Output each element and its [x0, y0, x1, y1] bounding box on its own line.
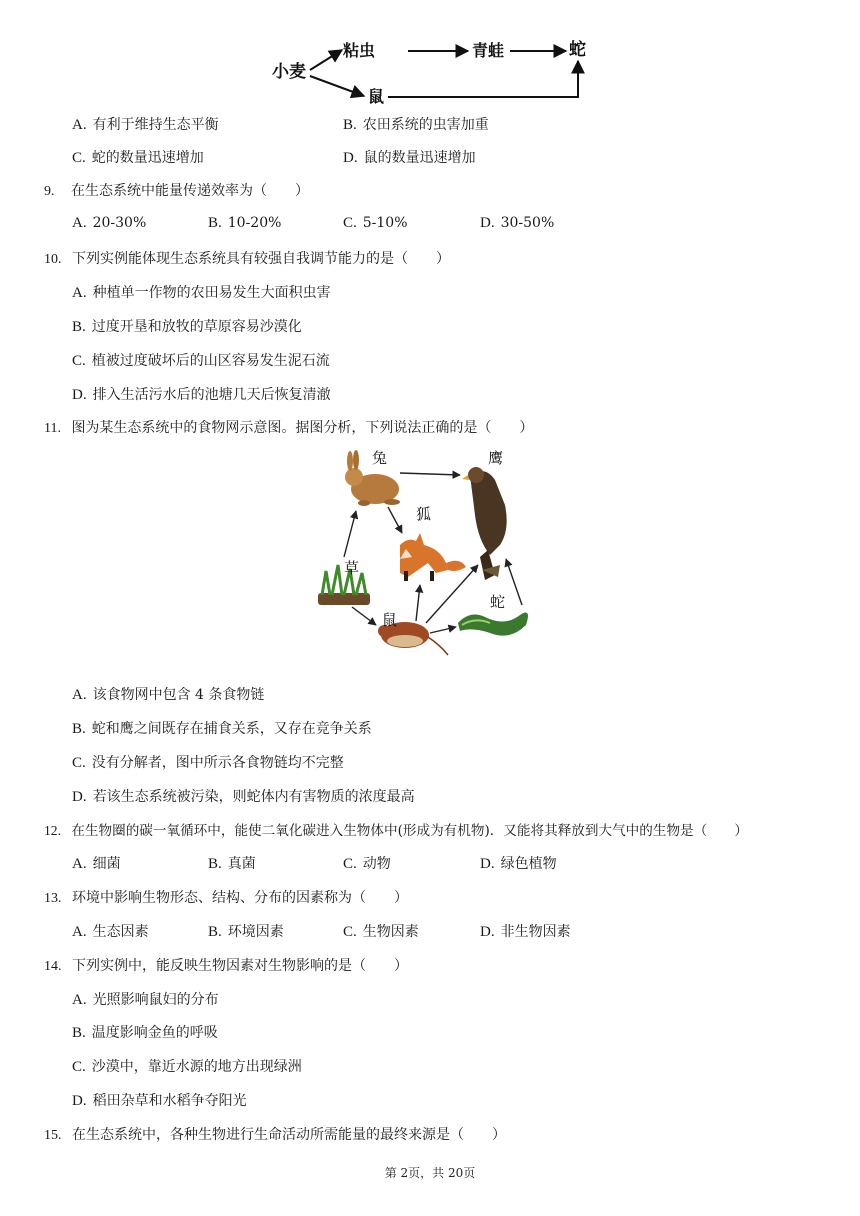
q13-option-a[interactable]: [72, 921, 149, 941]
web-label-rabbit: 兔: [372, 449, 388, 467]
q11-option-a[interactable]: [72, 684, 264, 704]
page-number: 第 2页，共 20页: [384, 1166, 476, 1180]
arrow-rabbit-eagle: [400, 473, 460, 475]
arrow-mouse-snake: [388, 61, 578, 97]
option-letter: A.: [72, 924, 87, 940]
node-wheat: 小麦: [272, 62, 306, 82]
q14-question: [44, 955, 408, 975]
q14-option-a[interactable]: [72, 989, 219, 1009]
snake-icon: [458, 613, 528, 636]
option-text: 有利于维持生态平衡: [92, 117, 219, 133]
q8-option-b[interactable]: [343, 114, 489, 134]
option-letter: A.: [72, 215, 87, 231]
q9-option-d[interactable]: [480, 215, 554, 232]
arrow-snake-eagle: [506, 559, 522, 605]
option-text: 稻田杂草和水稻争夺阳光: [92, 1093, 247, 1109]
option-text: 30-50%: [500, 215, 555, 231]
option-text: 沙漠中，靠近水源的地方出现绿洲: [91, 1059, 302, 1075]
option-letter: D.: [480, 215, 495, 231]
option-letter: B.: [72, 319, 86, 335]
option-letter: B.: [72, 721, 86, 737]
option-letter: D.: [480, 924, 495, 940]
q14-option-d[interactable]: [72, 1090, 247, 1110]
q14-option-c[interactable]: [72, 1056, 302, 1076]
question-number: 14.: [44, 959, 62, 974]
question-number: 13.: [44, 891, 62, 906]
option-text: 农田系统的虫害加重: [362, 117, 489, 133]
arrow-wheat-armyworm: [310, 50, 342, 70]
option-text: 温度影响金鱼的呼吸: [91, 1025, 218, 1041]
node-snake: 蛇: [569, 40, 586, 60]
question-text: 在生物圈的碳一氧循环中，能使二氧化碳进入生物体中(形成为有机物)．又能将其释放到大气中的生物是（ ）: [71, 823, 749, 839]
option-letter: B.: [72, 1025, 86, 1041]
q10-option-d[interactable]: [72, 384, 331, 404]
arrow-grass-mouse: [352, 607, 376, 625]
q12-option-b[interactable]: [208, 853, 256, 873]
web-label-eagle: 鹰: [488, 449, 504, 467]
q13-option-c[interactable]: [343, 921, 419, 941]
option-text: 种植单一作物的农田易发生大面积虫害: [92, 285, 331, 301]
q8-option-c[interactable]: [72, 147, 204, 167]
option-text: 20-30%: [92, 215, 147, 231]
q12-option-a[interactable]: [72, 853, 121, 873]
question-number: 10.: [44, 252, 62, 267]
option-letter: C.: [72, 1059, 86, 1075]
option-letter: B.: [208, 215, 222, 231]
food-chain-diagram: [270, 30, 600, 110]
question-number: 15.: [44, 1128, 62, 1143]
arrow-grass-rabbit: [344, 511, 356, 557]
q9-option-c[interactable]: [343, 215, 408, 232]
option-letter: D.: [72, 789, 87, 805]
q11-option-d[interactable]: [72, 786, 415, 806]
arrow-mouse-fox: [416, 585, 420, 621]
question-text: 下列实例中，能反映生物因素对生物影响的是（ ）: [71, 958, 408, 974]
option-text: 非生物因素: [500, 924, 571, 940]
option-letter: D.: [343, 150, 358, 166]
page-footer: [0, 1164, 860, 1181]
option-text: 植被过度破坏后的山区容易发生泥石流: [91, 353, 330, 369]
q9-option-b[interactable]: [208, 215, 281, 232]
q14-option-b[interactable]: [72, 1022, 218, 1042]
option-letter: C.: [343, 856, 357, 872]
option-letter: A.: [72, 992, 87, 1008]
option-letter: C.: [343, 215, 357, 231]
option-text: 真菌: [227, 856, 256, 872]
arrow-mouse-snake: [430, 627, 456, 633]
web-label-fox: 狐: [416, 505, 432, 523]
q10-option-a[interactable]: [72, 282, 331, 302]
web-label-grass: 草: [344, 559, 360, 577]
option-text: 生物因素: [362, 924, 419, 940]
option-text: 环境因素: [227, 924, 284, 940]
question-number: 11.: [44, 421, 61, 436]
q10-option-b[interactable]: [72, 316, 302, 336]
option-text: 该食物网中包含 4 条食物链: [92, 687, 265, 703]
question-text: 在生态系统中能量传递效率为（ ）: [70, 183, 309, 199]
q10-option-c[interactable]: [72, 350, 330, 370]
option-text: 生态因素: [92, 924, 149, 940]
option-text: 没有分解者，图中所示各食物链均不完整: [91, 755, 344, 771]
q8-option-a[interactable]: [72, 114, 219, 134]
option-text: 若该生态系统被污染，则蛇体内有害物质的浓度最高: [92, 789, 415, 805]
q9-question: [44, 180, 309, 200]
q11-option-b[interactable]: [72, 718, 372, 738]
option-text: 蛇和鹰之间既存在捕食关系，又存在竞争关系: [91, 721, 372, 737]
option-text: 动物: [362, 856, 391, 872]
q13-question: [44, 887, 408, 907]
option-text: 细菌: [92, 856, 121, 872]
arrow-wheat-mouse: [310, 76, 364, 96]
q12-question: [44, 819, 748, 839]
option-letter: D.: [72, 387, 87, 403]
question-text: 图为某生态系统中的食物网示意图。据图分析，下列说法正确的是（ ）: [71, 420, 534, 436]
node-mouse: 鼠: [368, 87, 385, 106]
q11-question: [44, 417, 533, 437]
web-label-mouse: 鼠: [382, 611, 398, 629]
question-text: 在生态系统中，各种生物进行生命活动所需能量的最终来源是（ ）: [71, 1127, 506, 1143]
option-text: 排入生活污水后的池塘几天后恢复清澈: [92, 387, 331, 403]
eagle-icon: [462, 467, 507, 580]
option-letter: A.: [72, 285, 87, 301]
web-label-snake: 蛇: [490, 593, 506, 611]
question-number: 9.: [44, 184, 55, 199]
option-text: 过度开垦和放牧的草原容易沙漠化: [91, 319, 302, 335]
option-letter: A.: [72, 856, 87, 872]
q9-option-a[interactable]: [72, 215, 146, 232]
option-letter: B.: [208, 924, 222, 940]
arrow-rabbit-fox: [388, 507, 402, 533]
question-text: 环境中影响生物形态、结构、分布的因素称为（ ）: [71, 890, 408, 906]
q13-option-d[interactable]: [480, 921, 571, 941]
option-letter: C.: [72, 150, 86, 166]
option-text: 5-10%: [362, 215, 408, 231]
option-text: 光照影响鼠妇的分布: [92, 992, 219, 1008]
q12-option-c[interactable]: [343, 853, 391, 873]
option-letter: B.: [208, 856, 222, 872]
option-letter: D.: [480, 856, 495, 872]
q13-option-b[interactable]: [208, 921, 284, 941]
node-armyworm: 粘虫: [343, 41, 376, 60]
food-web-diagram: [300, 445, 550, 675]
q15-question: [44, 1124, 506, 1144]
option-text: 蛇的数量迅速增加: [91, 150, 204, 166]
q11-option-c[interactable]: [72, 752, 344, 772]
question-number: 12.: [44, 823, 61, 838]
q8-option-d[interactable]: [343, 147, 476, 167]
option-text: 10-20%: [227, 215, 282, 231]
fox-icon: [400, 533, 466, 581]
option-text: 鼠的数量迅速增加: [363, 150, 476, 166]
option-letter: B.: [343, 117, 357, 133]
option-letter: A.: [72, 117, 87, 133]
option-text: 绿色植物: [500, 856, 557, 872]
option-letter: A.: [72, 687, 87, 703]
q10-question: [44, 248, 450, 268]
option-letter: C.: [72, 353, 86, 369]
option-letter: C.: [72, 755, 86, 771]
option-letter: D.: [72, 1093, 87, 1109]
q12-option-d[interactable]: [480, 853, 557, 873]
node-frog: 青蛙: [472, 41, 505, 60]
option-letter: C.: [343, 924, 357, 940]
question-text: 下列实例能体现生态系统具有较强自我调节能力的是（ ）: [71, 251, 450, 267]
